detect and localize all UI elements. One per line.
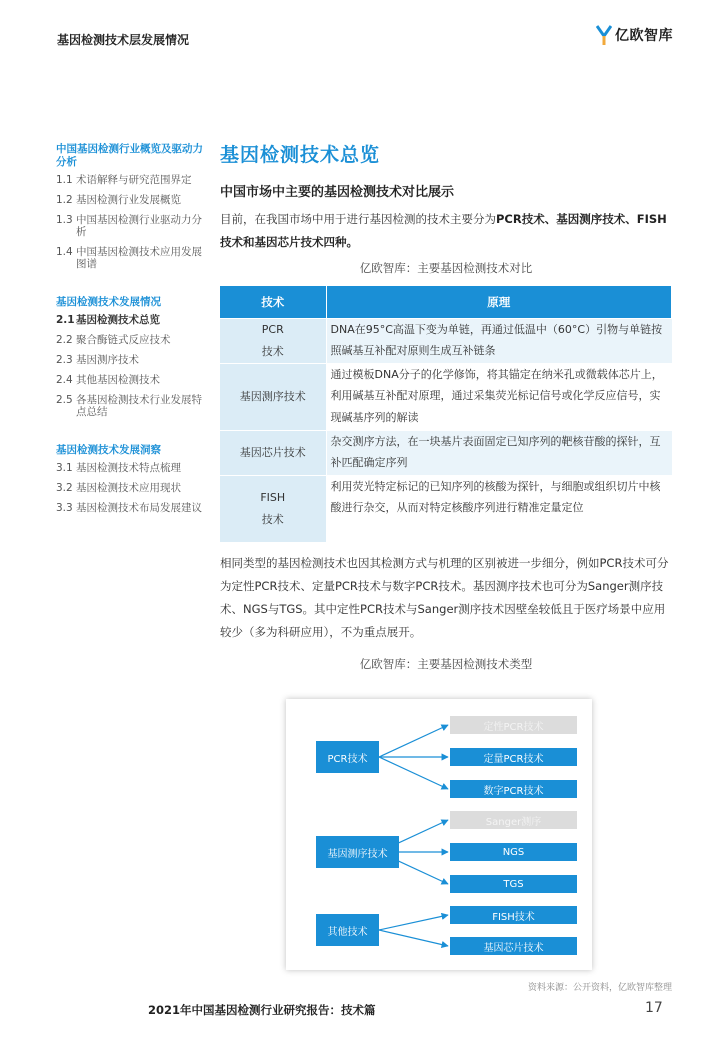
diagram-leaf: FISH技术 [450, 906, 577, 924]
diagram-leaf: TGS [450, 875, 577, 893]
report-title-footer: 2021年中国基因检测行业研究报告：技术篇 [148, 1003, 376, 1017]
header-title: 基因检测技术层发展情况 [57, 33, 190, 47]
table-cell-desc: 利用荧光特定标记的已知序列的核酸为探针，与细胞或组织切片中核酸进行杂交，从而对特定核酸序列进行精准定量定位 [326, 475, 672, 542]
table-cell-desc: 杂交测序方法，在一块基片表面固定已知序列的靶核苷酸的探针，互补匹配确定序列 [326, 430, 672, 475]
toc-item[interactable]: 2.4 其他基因检测技术 [56, 374, 160, 386]
table-cell-tech: 基因芯片技术 [220, 430, 326, 475]
diagram-source-other: 其他技术 [316, 914, 379, 946]
table-row [220, 475, 672, 542]
connector-arrow [379, 915, 448, 930]
intro-paragraph: 目前，在我国市场中用于进行基因检测的技术主要分为PCR技术、基因测序技术、FISH技术和基因芯片技术四种。 [220, 212, 667, 249]
toc-item[interactable]: 1.1 术语解释与研究范围界定 [56, 174, 192, 186]
tech-type-diagram [286, 699, 592, 970]
toc-section-title[interactable]: 基因检测技术发展洞察 [56, 444, 161, 456]
diagram-leaf: 数字PCR技术 [450, 780, 577, 798]
toc-section-title[interactable]: 基因检测技术发展情况 [56, 296, 161, 308]
toc-item[interactable]: 3.3 基因检测技术布局发展建议 [56, 502, 202, 514]
toc-item-active[interactable]: 2.1 基因检测技术总览 [56, 314, 160, 326]
table-cell-tech: 基因测序技术 [220, 363, 326, 430]
table-row [220, 363, 672, 430]
diagram-leaf: Sanger测序 [450, 811, 577, 829]
table-cell-tech: FISH 技术 [220, 475, 326, 542]
toc-item[interactable]: 1.2 基因检测行业发展概览 [56, 194, 181, 206]
table-cell-desc: DNA在95°C高温下变为单链，再通过低温中（60°C）引物与单链按照碱基互补配对原则生成互补链条 [326, 318, 672, 363]
page-title: 基因检测技术总览 [220, 144, 381, 166]
connector-arrow [379, 930, 448, 946]
toc-item[interactable]: 1.4 中国基因检测技术应用发展图谱 [56, 246, 202, 270]
toc-item[interactable]: 3.1 基因检测技术特点梳理 [56, 462, 181, 474]
comparison-table [220, 286, 672, 542]
toc-section [56, 143, 206, 270]
diagram-source-pcr: PCR技术 [316, 741, 379, 773]
logo [596, 24, 673, 46]
diagram-leaf: 定量PCR技术 [450, 748, 577, 766]
table-cell-tech: PCR 技术 [220, 318, 326, 363]
toc-item[interactable]: 1.3 中国基因检测行业驱动力分析 [56, 214, 202, 238]
table-row [220, 430, 672, 475]
diagram-leaf: 定性PCR技术 [450, 716, 577, 734]
toc-section-title[interactable]: 中国基因检测行业概览及驱动力分析 [56, 143, 203, 168]
toc-item[interactable]: 2.5 各基因检测技术行业发展特点总结 [56, 394, 202, 418]
toc-item[interactable]: 2.2 聚合酶链式反应技术 [56, 334, 171, 346]
main-content [220, 140, 672, 672]
logo-icon [596, 24, 612, 46]
diagram-leaf: NGS [450, 843, 577, 861]
sidebar-toc [56, 143, 206, 522]
body-paragraph: 相同类型的基因检测技术也因其检测方式与机理的区别被进一步细分，例如PCR技术可分为定性PCR技术、定量PCR技术与数字PCR技术。基因测序技术也可分为Sanger测序技术、NGS与TGS。其中定性PCR技术与Sanger测序技术因壁垒较低且于医疗场景中应用较少（多为科研应用），不为重点展开。 [220, 556, 669, 639]
toc-item[interactable]: 3.2 基因检测技术应用现状 [56, 482, 181, 494]
connector-arrow [379, 757, 448, 789]
table-row [220, 318, 672, 363]
diagram-source-sequencing: 基因测序技术 [316, 836, 399, 868]
diagram-caption: 亿欧智库：主要基因检测技术类型 [359, 657, 533, 671]
logo-text: 亿欧智库 [615, 28, 673, 44]
table-header-principle: 原理 [326, 286, 672, 318]
toc-section [56, 296, 206, 418]
table-header-row [220, 286, 672, 318]
connector-arrow [379, 725, 448, 757]
source-note: 资料来源：公开资料，亿欧智库整理 [527, 983, 672, 993]
table-caption: 亿欧智库：主要基因检测技术对比 [359, 261, 533, 275]
toc-item[interactable]: 2.3 基因测序技术 [56, 354, 139, 366]
diagram-leaf: 基因芯片技术 [450, 937, 577, 955]
toc-section [56, 444, 206, 514]
page-number: 17 [645, 1000, 663, 1016]
section-subtitle: 中国市场中主要的基因检测技术对比展示 [220, 185, 455, 200]
table-cell-desc: 通过模板DNA分子的化学修饰，将其锚定在纳米孔或微载体芯片上，利用碱基互补配对原理，通过采集荧光标记信号或化学反应信号，实现碱基序列的解读 [326, 363, 672, 430]
table-header-tech: 技术 [220, 286, 326, 318]
